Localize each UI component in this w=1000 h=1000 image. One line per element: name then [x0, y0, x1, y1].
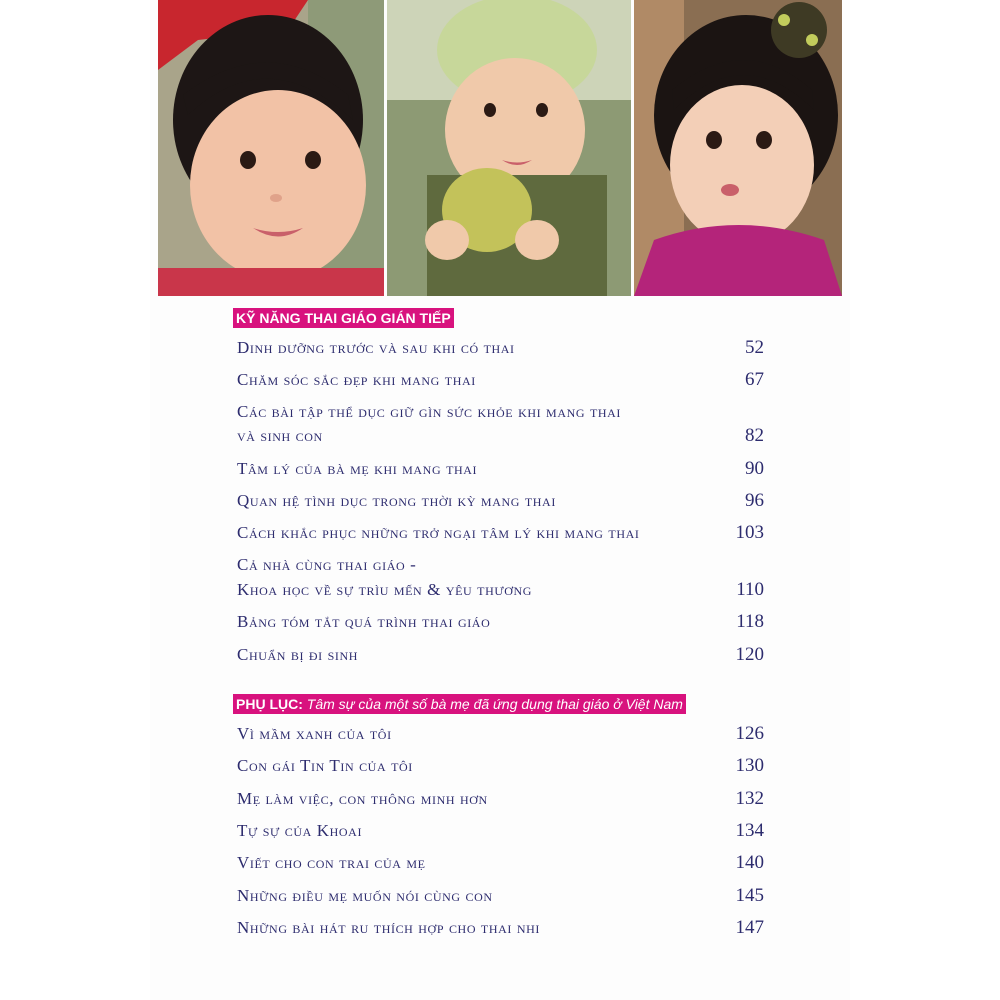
toc-entry-page[interactable]: 140 — [735, 852, 764, 873]
toc-entry-page[interactable]: 130 — [735, 755, 764, 776]
section-header-appendix — [233, 694, 686, 714]
toc-entry-title[interactable]: Bảng tóm tắt quá trình thai giáo — [237, 612, 491, 631]
toc-entry-page[interactable]: 118 — [736, 611, 764, 632]
toc-entry-title[interactable]: Chuẩn bị đi sinh — [237, 645, 359, 664]
toc-entry-title[interactable]: Viết cho con trai của mẹ — [237, 853, 426, 872]
toc-entry-title[interactable]: Cách khắc phục những trở ngại tâm lý khi mang thai — [237, 523, 640, 542]
photo-toddler-red-hat — [158, 0, 384, 296]
section-header-indirect-skills — [233, 308, 454, 328]
toc-entry-page[interactable]: 110 — [736, 579, 764, 600]
toc-entry-page[interactable]: 134 — [735, 820, 764, 841]
toc-entry-page[interactable]: 96 — [745, 490, 764, 511]
photo-toddler-knit-hat — [634, 0, 842, 296]
toc-entry-title[interactable]: Con gái Tin Tin của tôi — [237, 756, 413, 775]
toc-entry-page[interactable]: 147 — [735, 917, 764, 938]
toc-entry-page[interactable]: 132 — [735, 788, 764, 809]
photo-strip — [158, 0, 842, 296]
section-header-label: PHỤ LỤC: — [236, 696, 303, 712]
toc-entry-page[interactable]: 90 — [745, 458, 764, 479]
toc-entry-title[interactable]: Tự sự của Khoai — [237, 821, 363, 840]
toc-entry-page[interactable]: 103 — [735, 522, 764, 543]
toc-entry-title[interactable]: Những bài hát ru thích hợp cho thai nhi — [237, 918, 540, 937]
toc-entry-title[interactable]: Mẹ làm việc, con thông minh hơn — [237, 789, 488, 808]
toc-entry-page[interactable]: 120 — [735, 644, 764, 665]
toc-entry-page[interactable]: 67 — [745, 369, 764, 390]
toc-entry-title[interactable]: Vì mầm xanh của tôi — [237, 724, 392, 743]
toc-entry-title[interactable]: Tâm lý của bà mẹ khi mang thai — [237, 459, 478, 478]
toc-entry-title[interactable]: Các bài tập thể dục giữ gìn sức khỏe khi mang thai — [237, 402, 622, 421]
toc-entry-title-continued[interactable]: và sinh con — [237, 426, 323, 445]
toc-entry-page[interactable]: 126 — [735, 723, 764, 744]
photo-baby-green-cap — [387, 0, 631, 296]
toc-entry-title[interactable]: Chăm sóc sắc đẹp khi mang thai — [237, 370, 476, 389]
toc-entry-title-continued[interactable]: Khoa học về sự trìu mến & yêu thương — [237, 580, 533, 599]
toc-entry-page[interactable]: 145 — [735, 885, 764, 906]
toc-entry-title[interactable]: Dinh dưỡng trước và sau khi có thai — [237, 338, 515, 357]
toc-entry-page[interactable]: 82 — [745, 425, 764, 446]
section-header-label: KỸ NĂNG THAI GIÁO GIÁN TIẾP — [236, 310, 451, 326]
section-header-subtitle: Tâm sự của một số bà mẹ đã ứng dụng thai giáo ở Việt Nam — [306, 696, 683, 712]
toc-entry-page[interactable]: 52 — [745, 337, 764, 358]
toc-entry-title[interactable]: Cả nhà cùng thai giáo - — [237, 555, 417, 574]
toc-entry-title[interactable]: Quan hệ tình dục trong thời kỳ mang thai — [237, 491, 556, 510]
toc-entry-title[interactable]: Những điều mẹ muốn nói cùng con — [237, 886, 493, 905]
